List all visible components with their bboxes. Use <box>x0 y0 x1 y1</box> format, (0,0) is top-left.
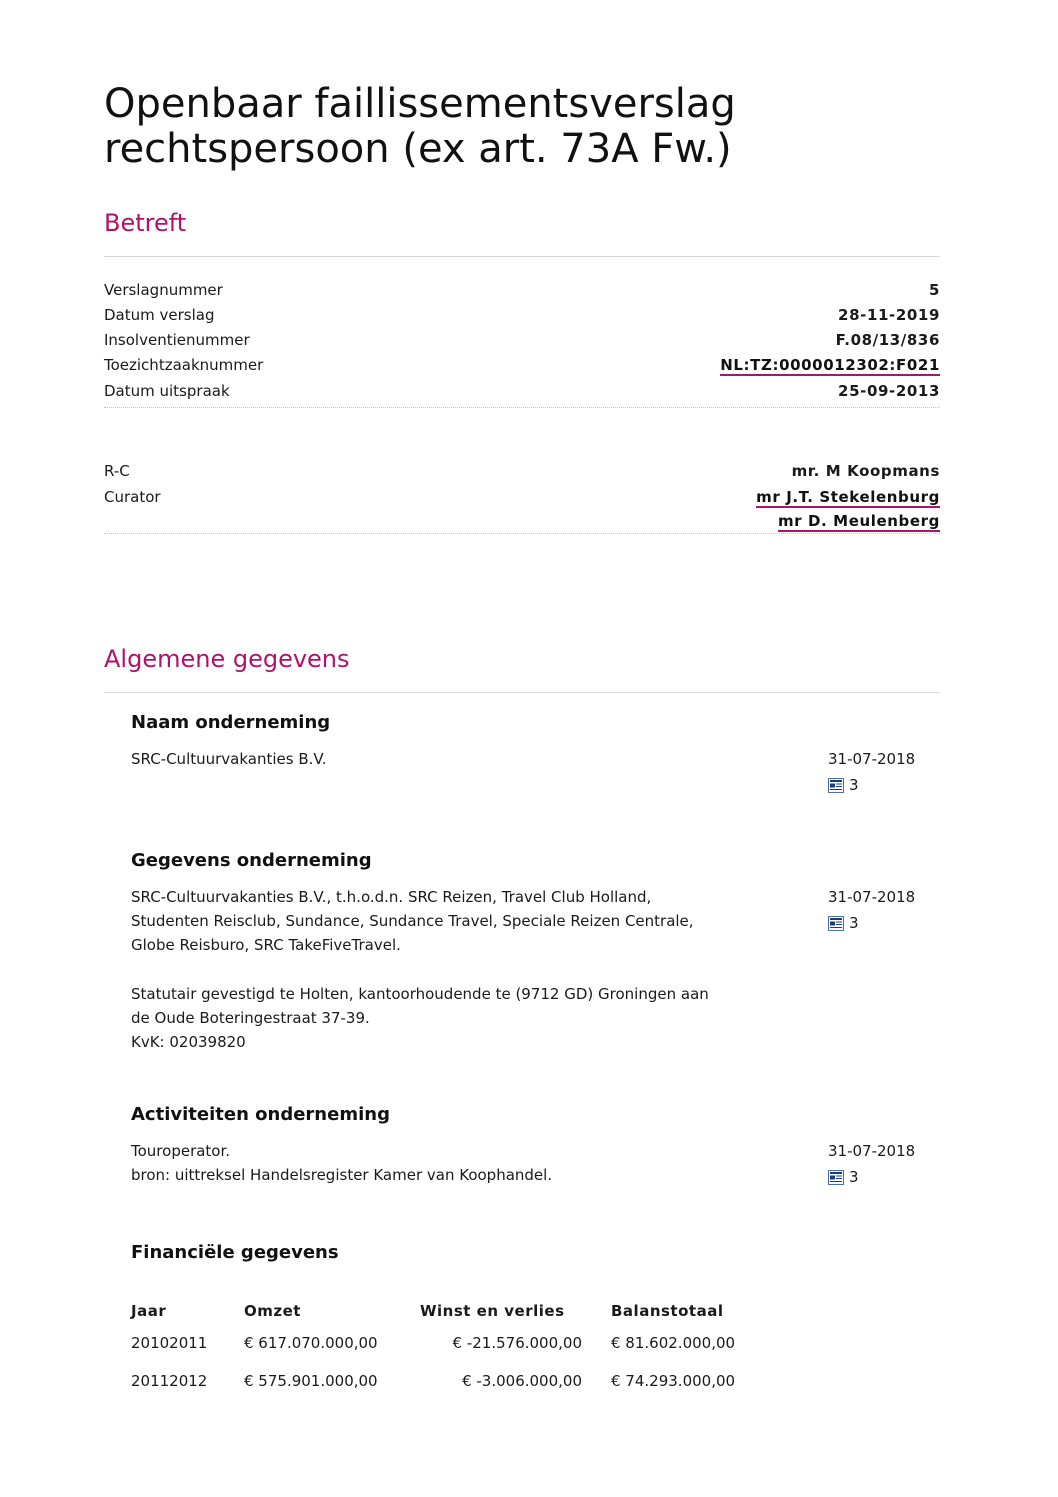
field-value: 5 <box>928 281 940 299</box>
field-label: Curator <box>104 488 161 506</box>
text-line: KvK: 02039820 <box>131 1033 246 1051</box>
divider <box>104 256 940 257</box>
financial-table <box>131 1298 771 1400</box>
text-line: Statutair gevestigd te Holten, kantoorhoudende te (9712 GD) Groningen aan <box>131 985 709 1003</box>
field-verslagnummer <box>104 281 940 306</box>
gegevens-meta <box>828 885 915 935</box>
naam-text: SRC-Cultuurvakanties B.V. <box>131 750 327 768</box>
subsection-financieel: Financiële gegevens <box>131 1242 339 1263</box>
table-cell: € 617.070.000,00 <box>244 1334 378 1352</box>
column-header: Jaar <box>131 1302 167 1320</box>
gegevens-text-2 <box>131 982 821 1054</box>
activiteiten-date: 31-07-2018 <box>828 1142 916 1160</box>
table-row <box>131 1362 771 1400</box>
table-row <box>131 1324 771 1362</box>
document-icon <box>828 916 844 931</box>
field-label: R-C <box>104 462 130 480</box>
field-value: mr. M Koopmans <box>791 462 940 480</box>
text-line: Globe Reisburo, SRC TakeFiveTravel. <box>131 936 401 954</box>
field-label: Datum uitspraak <box>104 382 230 400</box>
field-value: 28-11-2019 <box>838 306 940 324</box>
naam-date: 31-07-2018 <box>828 750 916 768</box>
field-curator <box>104 488 940 513</box>
reference-number: 3 <box>849 914 859 932</box>
field-label: Datum verslag <box>104 306 215 324</box>
activiteiten-meta <box>828 1139 915 1189</box>
text-line: SRC-Cultuurvakanties B.V., t.h.o.d.n. SRC Reizen, Travel Club Holland, <box>131 888 652 906</box>
text-line: bron: uittreksel Handelsregister Kamer van Koophandel. <box>131 1166 553 1184</box>
field-value: F.08/13/836 <box>835 331 940 349</box>
toezichtzaaknummer-link[interactable]: NL:TZ:0000012302:F021 <box>720 356 940 374</box>
gegevens-reference[interactable] <box>828 911 915 935</box>
reference-number: 3 <box>849 1168 859 1186</box>
table-cell: € 81.602.000,00 <box>611 1334 736 1352</box>
column-header: Balanstotaal <box>611 1302 724 1320</box>
field-datum-uitspraak <box>104 382 940 407</box>
subsection-activiteiten: Activiteiten onderneming <box>131 1104 390 1125</box>
field-label: Verslagnummer <box>104 281 223 299</box>
naam-reference[interactable] <box>828 773 915 797</box>
table-cell: € 575.901.000,00 <box>244 1372 378 1390</box>
field-insolventienummer <box>104 331 940 356</box>
field-label: Insolventienummer <box>104 331 250 349</box>
dotted-divider <box>104 407 940 408</box>
section-title-algemeen: Algemene gegevens <box>104 645 350 673</box>
column-header: Omzet <box>244 1302 301 1320</box>
section-title-betreft: Betreft <box>104 209 187 237</box>
field-rc <box>104 462 940 487</box>
naam-meta <box>828 747 915 797</box>
document-title: Openbaar faillissementsverslag rechtspersoon (ex art. 73A Fw.) <box>104 81 736 172</box>
dotted-divider <box>104 533 940 534</box>
gegevens-text-1 <box>131 885 821 957</box>
gegevens-date: 31-07-2018 <box>828 888 916 906</box>
table-header-row <box>131 1298 771 1324</box>
field-toezichtzaaknummer <box>104 356 940 381</box>
table-cell: € -3.006.000,00 <box>462 1372 582 1390</box>
document-icon <box>828 1170 844 1185</box>
field-value: 25-09-2013 <box>838 382 940 400</box>
divider <box>104 692 940 693</box>
activiteiten-text <box>131 1139 821 1187</box>
text-line: de Oude Boteringestraat 37-39. <box>131 1009 370 1027</box>
subsection-naam: Naam onderneming <box>131 712 331 733</box>
table-cell: € 74.293.000,00 <box>611 1372 736 1390</box>
text-line: Studenten Reisclub, Sundance, Sundance Travel, Speciale Reizen Centrale, <box>131 912 694 930</box>
activiteiten-reference[interactable] <box>828 1165 915 1189</box>
table-cell: 20102011 <box>131 1334 208 1352</box>
field-datum-verslag <box>104 306 940 331</box>
field-label: Toezichtzaaknummer <box>104 356 264 374</box>
curator-link-meulenberg[interactable]: mr D. Meulenberg <box>777 512 940 530</box>
text-line: Touroperator. <box>131 1142 231 1160</box>
reference-number: 3 <box>849 776 859 794</box>
curator-link-stekelenburg[interactable]: mr J.T. Stekelenburg <box>756 488 940 506</box>
column-header: Winst en verlies <box>420 1302 565 1320</box>
subsection-gegevens: Gegevens onderneming <box>131 850 372 871</box>
table-cell: € -21.576.000,00 <box>452 1334 582 1352</box>
table-cell: 20112012 <box>131 1372 208 1390</box>
document-icon <box>828 778 844 793</box>
